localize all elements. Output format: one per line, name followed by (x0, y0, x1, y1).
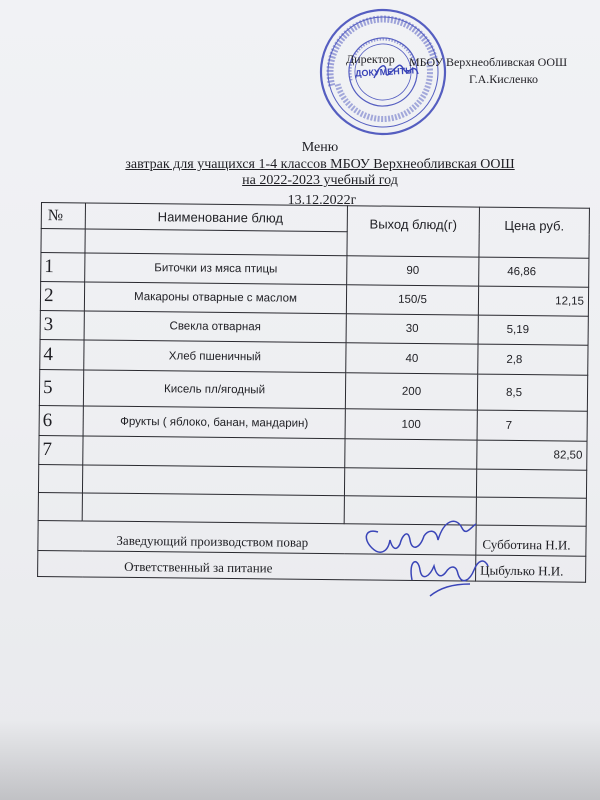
menu-table (37, 202, 590, 583)
row-dish: Хлеб пшеничный (84, 340, 346, 373)
chef-name: Субботина Н.И. (476, 525, 586, 556)
row-num: 6 (39, 405, 83, 435)
row-yield: 30 (346, 314, 478, 344)
row-dish: Биточки из мяса птицы (85, 253, 347, 285)
signature-row-nutrition (38, 550, 586, 582)
row-dish: Свекла отварная (84, 311, 346, 343)
col-header-num: № (41, 203, 85, 229)
chef-role: Заведующий производством повар (38, 520, 476, 555)
row-dish: Макароны отварные с маслом (84, 282, 346, 314)
academic-year: на 2022-2023 учебный год (242, 173, 398, 188)
menu-title: Меню (301, 140, 339, 155)
director-signature (0, 0, 600, 140)
stamp-label: ДОКУМЕНТЫ (354, 65, 415, 79)
table-row (39, 369, 587, 411)
menu-title-block (0, 140, 600, 209)
row-dish: Кисель пл/ягодный (83, 370, 345, 409)
menu-date: 13.12.2022г (287, 193, 357, 208)
row-dish: Фрукты ( яблоко, банан, мандарин) (83, 406, 345, 439)
approval-block (0, 0, 600, 140)
organization-name: МБОУ Верхнеобливская ООШ (409, 55, 568, 69)
row-price: 12,15 (478, 286, 588, 316)
row-price: 5,19 (478, 315, 588, 345)
row-num: 7 (39, 435, 83, 464)
director-position: Директор (346, 52, 395, 66)
row-yield (345, 439, 477, 469)
page-shadow (0, 720, 600, 800)
col-header-yield: Выход блюд(г) (347, 206, 480, 257)
row-yield: 200 (345, 373, 477, 410)
row-price: 7 (477, 410, 587, 441)
row-num: 2 (40, 282, 84, 311)
row-price: 8,5 (477, 374, 587, 411)
row-num: 4 (40, 339, 84, 369)
col-header-dish: Наименование блюд (85, 203, 347, 232)
row-yield: 90 (347, 256, 479, 286)
row-yield: 100 (345, 409, 477, 440)
row-price: 46,86 (479, 257, 589, 287)
row-price-total: 82,50 (477, 440, 587, 470)
row-yield: 150/5 (346, 285, 478, 315)
row-num: 5 (39, 369, 83, 405)
row-yield: 40 (346, 343, 478, 374)
nutrition-name: Цыбулько Н.И. (476, 555, 586, 582)
col-header-price: Цена руб. (479, 207, 590, 258)
row-num: 3 (40, 310, 84, 339)
row-num: 1 (41, 253, 85, 282)
row-dish (83, 436, 345, 468)
director-name: Г.А.Кисленко (469, 72, 538, 86)
nutrition-role: Ответственный за питание (38, 550, 476, 581)
menu-subtitle: завтрак для учащихся 1-4 классов МБОУ Верхнеобливская ООШ (125, 157, 515, 172)
row-price: 2,8 (478, 344, 588, 375)
